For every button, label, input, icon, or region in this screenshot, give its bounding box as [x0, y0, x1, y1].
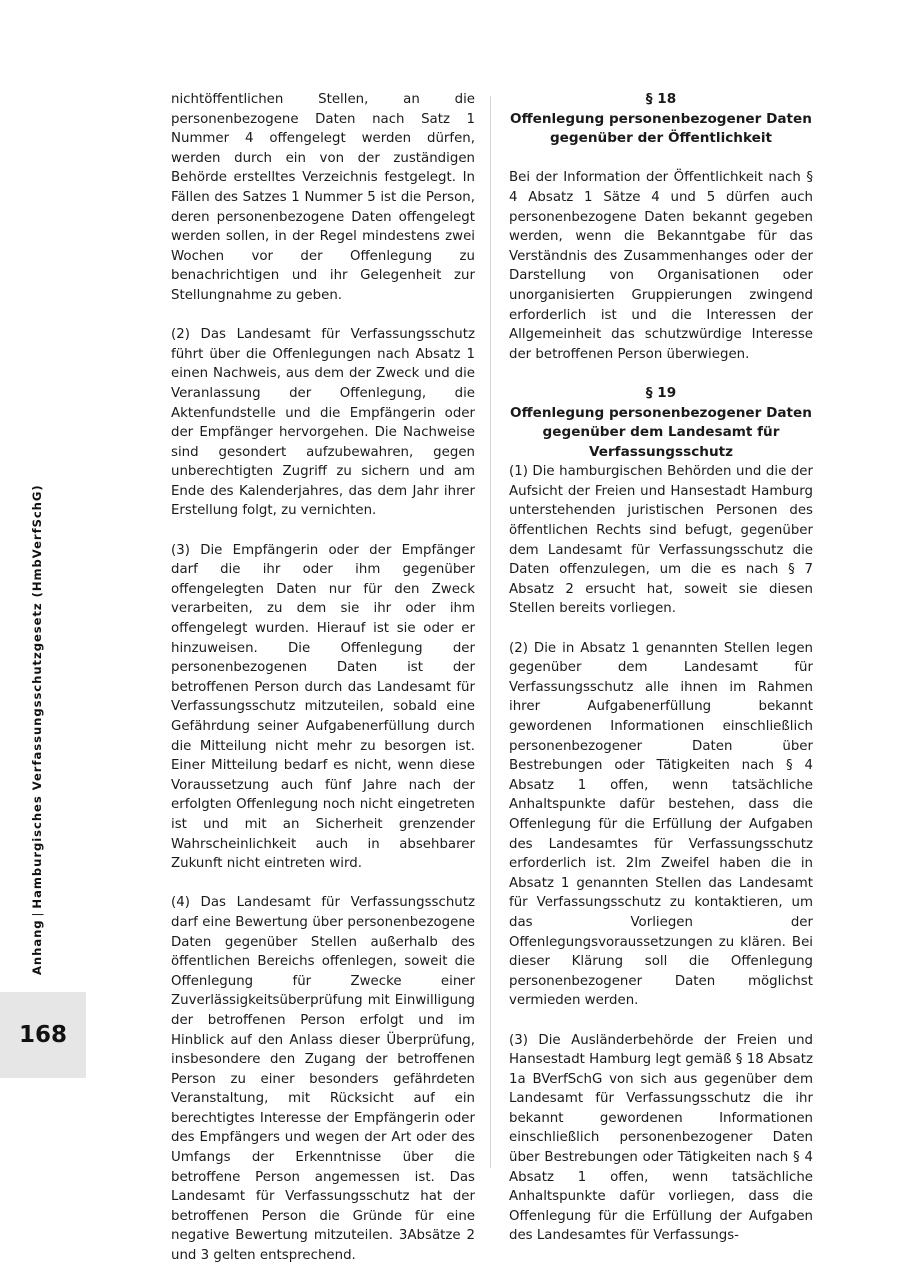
section-19-title-line: Verfassungsschutz [588, 443, 734, 460]
paragraph: (2) Das Landesamt für Verfassungsschutz führt über die Offenlegungen nach Absatz 1 einen Nachweis, aus dem der Zweck und die Veranlassung der Offenlegung, die Aktenfundstelle und die Empfängerin oder der Empfänger hervorgehen. Die Nachweise sind gesondert aufzubewahren, gegen unberechtigten Zugriff zu sichern und am Ende des Kalenderjahres, das dem Jahr ihrer Erstellung folgt, zu vernichten. [171, 327, 475, 519]
left-column [171, 90, 475, 1285]
section-19-title-line: gegenüber dem Landesamt für [542, 424, 780, 441]
paragraph: (1) Die hamburgischen Behörden und die der Aufsicht der Freien und Hansestadt Hamburg unterstehenden juristischen Personen des öffentlichen Rechts sind befugt, gegenüber dem Landesamt für Verfassungsschutz die Daten offenzulegen, um die es nach § 7 Absatz 2 ersucht hat, soweit sie diesen Stellen bereits vorliegen. [509, 464, 813, 617]
right-column [509, 90, 813, 1266]
section-18-title-line: Offenlegung personenbezogener Daten [510, 110, 812, 127]
running-header-part: Anhang [30, 919, 44, 975]
paragraph: (3) Die Empfängerin oder der Empfänger darf die ihr oder ihm gegenüber offengelegten Daten nur für den Zweck verarbeiten, zu dem sie ihr oder ihm offengelegt wurden. Hierauf ist sie oder er hinzuweisen. Die Offenlegung der personenbezogenen Daten ist der betroffenen Person durch das Landesamt für Verfassungsschutz mitzuteilen, sobald eine Gefährdung seiner Aufgabenerfüllung durch die Mitteilung nicht mehr zu besorgen ist. Einer Mitteilung bedarf es nicht, wenn diese Voraussetzung auch fünf Jahre nach der erfolgten Offenlegung noch nicht eingetreten ist und mit an Sicherheit grenzender Wahrscheinlichkeit auch in absehbarer Zukunft nicht eintreten wird. [171, 542, 475, 872]
section-19-number: § 19 [645, 384, 677, 401]
paragraph: nichtöffentlichen Stellen, an die personenbezogene Daten nach Satz 1 Nummer 4 offengelegt werden dürfen, werden durch ein von der zuständigen Behörde erstelltes Verzeichnis festgelegt. In Fällen des Satzes 1 Nummer 5 ist die Person, deren personenbezogene Daten offengelegt werden sollen, in der Regel mindestens zwei Wochen vor der Offenlegung zu benachrichtigen und ihr Gelegenheit zur Stellungnahme zu geben. [171, 92, 475, 303]
paragraph: Bei der Information der Öffentlichkeit nach § 4 Absatz 1 Sätze 4 und 5 dürfen auch personenbezogene Daten bekannt gegeben werden, wenn die Bekanntgabe für das Verständnis des Zusammenhanges oder der Darstellung von Organisationen oder unorganisierten Gruppierungen zwingend erforderlich ist und die Interessen der Allgemeinheit das schutzwürdige Interesse der betroffenen Person überwiegen. [509, 170, 813, 362]
section-19 [509, 384, 813, 1246]
running-header [30, 484, 44, 975]
running-header-separator: | [30, 911, 44, 917]
paragraph: (2) Die in Absatz 1 genannten Stellen legen gegenüber dem Landesamt für Verfassungsschutz alle ihnen im Rahmen ihrer Aufgabenerfüllung bekannt gewordenen Informationen einschließlich personenbezogener Daten über Bestrebungen oder Tätigkeiten nach § 4 Absatz 1 offen, wenn tatsächliche Anhaltspunkte dafür bestehen, dass die Offenlegung für die Erfüllung der Aufgaben des Landesamtes für Verfassungsschutz erforderlich ist. 2Im Zweifel haben die in Absatz 1 genannten Stellen das Landesamt für Verfassungsschutz zu kontaktieren, um das Vorliegen der Offenlegungsvoraussetzungen zu klären. Bei dieser Klärung soll die Offenlegung personenbezogener Daten möglichst vermieden werden. [509, 640, 813, 1009]
section-18 [509, 90, 813, 364]
section-19-title-line: Offenlegung personenbezogener Daten [510, 404, 812, 421]
section-18-number: § 18 [645, 91, 677, 107]
column-divider [490, 96, 491, 1168]
page-number-tab [0, 992, 86, 1078]
section-18-title-line: gegenüber der Öffentlichkeit [549, 130, 773, 147]
running-header-title: Hamburgisches Verfassungsschutzgesetz (HmbVerfSchG) [30, 484, 44, 909]
paragraph: (3) Die Ausländerbehörde der Freien und Hansestadt Hamburg legt gemäß § 18 Absatz 1a BVerfSchG von sich aus gegenüber dem Landesamt für Verfassungsschutz die ihr bekannt gewordenen Informationen einschließlich personenbezogener Daten über Bestrebungen oder Tätigkeiten nach § 4 Absatz 1 offen, wenn tatsächliche Anhaltspunkte dafür vorliegen, dass die Offenlegung für die Erfüllung der Aufgaben des Landesamtes für Verfassungs- [509, 1032, 813, 1244]
page-number: 168 [18, 1022, 67, 1048]
paragraph: (4) Das Landesamt für Verfassungsschutz darf eine Bewertung über personenbezogene Daten gegenüber Stellen außerhalb des öffentlichen Bereichs offenlegen, soweit die Offenlegung für Zwecke einer Zuverlässigkeitsüberprüfung mit Einwilligung der betroffenen Person erfolgt und im Hinblick auf den Anlass dieser Überprüfung, insbesondere den Zugang der betroffenen Person zu einer besonders gefährdeten Veranstaltung, mit Rücksicht auf ein berechtigtes Interesse der Empfängerin oder des Empfängers und wegen der Art oder des Umfangs der Erkenntnisse über die betroffene Person angemessen ist. Das Landesamt für Verfassungsschutz hat der betroffenen Person die Gründe für eine negative Bewertung mitzuteilen. 3Absätze 2 und 3 gelten entsprechend. [171, 895, 475, 1264]
